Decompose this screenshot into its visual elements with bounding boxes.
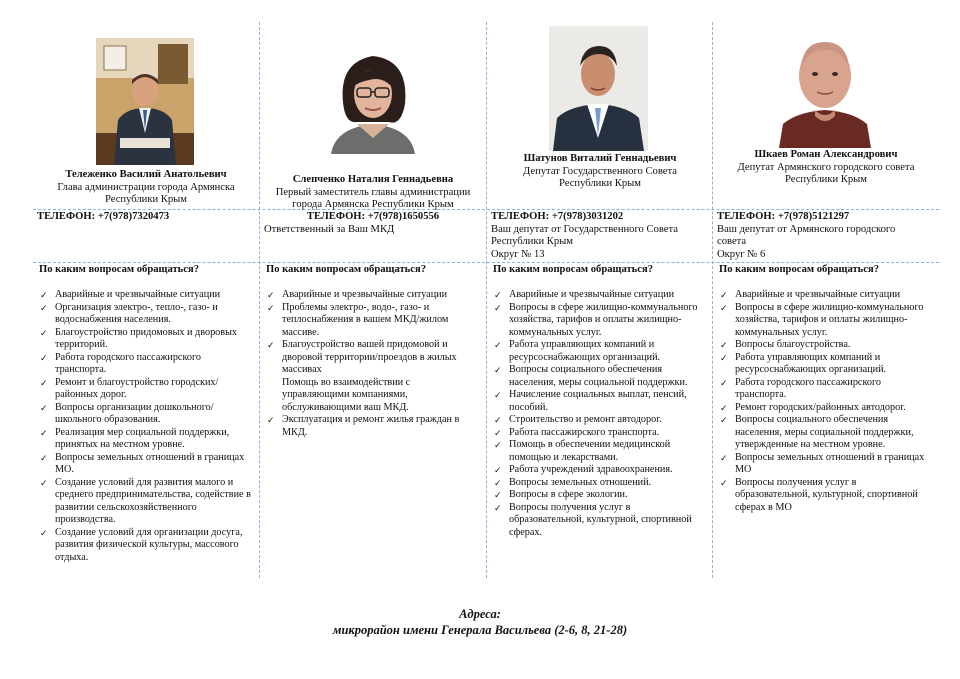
person-position: города Армянска Республики Крым [292, 199, 454, 210]
contact-card-slepchenko [260, 22, 486, 578]
list-item: ✓ Помощь в обеспечении медицинской помощью и лекарствами. [493, 439, 707, 464]
contact-card-shkaev [713, 22, 939, 578]
contact-card-teleshenko [33, 22, 259, 578]
list-item: ✓ Вопросы благоустройства. [719, 339, 933, 352]
list-item: ✓ Работа управляющих компаний и ресурсоснабжающих организаций. [493, 339, 707, 364]
phone-note: Ваш депутат от Армянского городского [717, 223, 896, 235]
list-item: ✓ Работа городского пассажирского транспорта. [719, 377, 933, 402]
list-item: ✓ Вопросы получения услуг в образовательной, культурной, спортивной сферах в МО [719, 477, 933, 515]
list-item: ✓ Создание условий для развития малого и среднего предпринимательства, содействие в развитии сельскохозяйственного производства. [39, 477, 253, 527]
phone-block [491, 211, 709, 261]
list-item: ✓ Проблемы электро-, водо-, газо- и теплоснабжения в вашем МКД/жилом массиве. [266, 302, 480, 340]
list-item: ✓ Вопросы земельных отношений в границах МО [719, 452, 933, 477]
person-name: Шкаев Роман Александрович [754, 149, 898, 160]
list-item: ✓ Вопросы земельных отношений в границах МО. [39, 452, 253, 477]
list-item: ✓ Вопросы социального обеспечения населения, меры социальной поддержки, утвержденные на местном уровне. [719, 414, 933, 452]
person-header [33, 169, 259, 207]
footer-address: микрорайон имени Генерала Васильева (2-6, 8, 21-28) [332, 623, 628, 637]
list-item: ✓ Аварийные и чрезвычайные ситуации [39, 289, 253, 302]
phone-number[interactable]: ТЕЛЕФОН: +7(978)3031202 [491, 211, 624, 222]
list-item: ✓ Работа городского пассажирского транспорта. [39, 352, 253, 377]
questions-heading: По каким вопросам обращаться? [719, 264, 880, 275]
list-item: ✓ Вопросы в сфере экологии. [493, 489, 707, 502]
list-item: ✓ Работа пассажирского транспорта. [493, 427, 707, 440]
phone-note: Округ № 6 [717, 248, 766, 260]
person-position: Республики Крым [105, 194, 187, 205]
person-name: Шатунов Виталий Геннадьевич [523, 153, 677, 164]
phone-number[interactable]: ТЕЛЕФОН: +7(978)1650556 [306, 211, 440, 222]
list-item: ✓ Ремонт и благоустройство городских/районных дорог. [39, 377, 253, 402]
person-position: Первый заместитель главы администрации [275, 186, 471, 198]
list-item: ✓ Вопросы получения услуг в образовательной, культурной, спортивной сферах. [493, 502, 707, 540]
phone-number[interactable]: ТЕЛЕФОН: +7(978)7320473 [37, 211, 170, 222]
list-item: ✓ Реализация мер социальной поддержки, принятых на местном уровне. [39, 427, 253, 452]
portrait-photo [317, 42, 429, 154]
list-item: ✓ Вопросы организации дошкольного/школьного образования. [39, 402, 253, 427]
person-position: Республики Крым [785, 174, 867, 185]
questions-list [719, 289, 933, 514]
phone-block [37, 211, 255, 224]
portrait-photo [549, 26, 648, 151]
phone-note: Округ № 13 [491, 248, 545, 260]
phone-note: Республики Крым [491, 236, 573, 247]
questions-heading: По каким вопросам обращаться? [39, 264, 200, 275]
portrait-photo [777, 30, 873, 148]
list-item: ✓ Вопросы социального обеспечения населения, меры социальной поддержки. [493, 364, 707, 389]
phone-block [717, 211, 935, 261]
person-position: Республики Крым [559, 178, 641, 189]
list-item: ✓ Вопросы земельных отношений. [493, 477, 707, 490]
person-header [487, 153, 713, 191]
person-header [713, 149, 939, 187]
list-item: ✓ Работа учреждений здравоохранения. [493, 464, 707, 477]
person-name: Тележенко Василий Анатольевич [65, 169, 227, 180]
questions-heading: По каким вопросам обращаться? [266, 264, 427, 275]
person-name: Слепченко Наталия Геннадьевна [292, 174, 454, 185]
phone-note: совета [717, 236, 747, 247]
list-item: ✓ Аварийные и чрезвычайные ситуации [719, 289, 933, 302]
contact-card-shatunov [487, 22, 713, 578]
phone-number[interactable]: ТЕЛЕФОН: +7(978)5121297 [717, 211, 850, 222]
list-item: ✓ Благоустройство вашей придомовой и дворовой территории/проездов в жилых массивах [266, 339, 480, 377]
person-header [260, 174, 486, 212]
list-item: ✓ Аварийные и чрезвычайные ситуации [266, 289, 480, 302]
phone-note: Ваш депутат от Государственного Совета [491, 223, 678, 235]
questions-list [39, 289, 253, 564]
list-item: ✓ Вопросы в сфере жилищно-коммунального хозяйства, тарифов и оплаты жилищно-коммунальных услуг. [719, 302, 933, 340]
list-item: ✓ Строительство и ремонт автодорог. [493, 414, 707, 427]
questions-heading: По каким вопросам обращаться? [493, 264, 654, 275]
person-position: Депутат Государственного Совета [523, 165, 677, 177]
list-item: ✓ Начисление социальных выплат, пенсий, пособий. [493, 389, 707, 414]
list-item: ✓ Работа управляющих компаний и ресурсоснабжающих организаций. [719, 352, 933, 377]
person-position: Глава администрации города Армянска [57, 181, 235, 193]
phone-note: Ответственный за Ваш МКД [264, 223, 395, 235]
footer-title: Адреса: [459, 607, 501, 621]
list-item: ✓ Организация электро-, тепло-, газо- и водоснабжения населения. [39, 302, 253, 327]
list-item: ✓ Создание условий для организации досуга, развития физической культуры, массового отдыха. [39, 527, 253, 565]
phone-block [264, 211, 482, 236]
list-item: ✓ Вопросы в сфере жилищно-коммунального хозяйства, тарифов и оплаты жилищно-коммунальных услуг. [493, 302, 707, 340]
questions-list [493, 289, 707, 539]
list-item: ✓ Аварийные и чрезвычайные ситуации [493, 289, 707, 302]
list-item: ✓ Благоустройство придомовых и дворовых территорий. [39, 327, 253, 352]
list-item: ✓ Эксплуатация и ремонт жилья граждан в МКД. [266, 414, 480, 439]
portrait-photo [96, 38, 194, 165]
list-item: ✓ Ремонт городских/районных автодорог. [719, 402, 933, 415]
person-position: Депутат Армянского городского совета [737, 161, 915, 173]
list-item: Помощь во взаимодействии с управляющими компаниями, обслуживающими ваш МКД. [282, 376, 411, 413]
questions-list [266, 289, 480, 439]
